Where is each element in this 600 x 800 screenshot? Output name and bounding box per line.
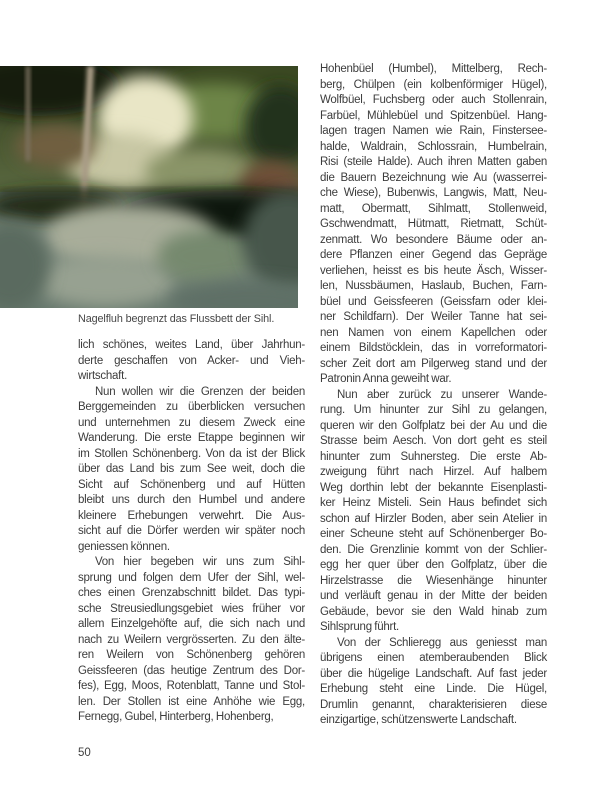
text-line: Drumlin genannt, charakterisieren diese xyxy=(320,698,547,711)
text-line: queren wir den Golfplatz bei der Au und die xyxy=(320,419,547,432)
text-line: hinunter zum Suhnersteg. Die erste Ab- xyxy=(320,450,547,463)
text-line: berg, Chülpen (ein kolbenförmiger Hügel), xyxy=(320,78,547,91)
text-line: Hohenbüel (Humbel), Mittelberg, Rech- xyxy=(320,63,547,75)
text-line: den. Die Grenzlinie kommt von der Schlier- xyxy=(320,543,547,556)
text-line: Sicht auf Schönenberg und auf Hütten xyxy=(78,478,305,491)
text-line: Nun wollen wir die Grenzen der beiden xyxy=(95,385,305,398)
text-line: Wanderung. Die erste Etappe beginnen wir xyxy=(78,432,305,444)
text-line: len. Der Stollen ist eine Anhöhe wie Egg, xyxy=(78,695,305,708)
page-number: 50 xyxy=(78,747,91,759)
text-line: büel und Geissfeeren (Geissfarn oder klei- xyxy=(320,295,547,308)
text-line: Sihlsprung führt. xyxy=(320,621,399,633)
text-line: Weg dorthin lebt der bekannte Eisenplasti- xyxy=(320,481,547,494)
text-line: über die hügelige Landschaft. Auf fast jeder xyxy=(320,667,547,680)
text-line: zenmatt. Wo besondere Bäume oder an- xyxy=(320,233,547,246)
text-line: zweigung führt nach Hirzel. Auf halbem xyxy=(320,466,547,478)
text-line: Fernegg, Gubel, Hinterberg, Hohenberg, xyxy=(78,711,274,723)
text-line: Risi (steile Halde). Auch ihren Matten gaben xyxy=(320,156,547,168)
text-line: nen Namen von einem Kapellchen oder xyxy=(320,326,547,339)
text-line: Wolfbüel, Fuchsberg oder auch Stollenrain, xyxy=(320,94,547,106)
text-line: und verläuft genau in der Mitte der beiden xyxy=(320,590,547,602)
text-line: lagen tragen Namen wie Rain, Finstersee- xyxy=(320,125,547,137)
text-line: im Stollen Schönenberg. Von da ist der Blick xyxy=(78,447,305,460)
text-line: halde, Waldrain, Schlossrain, Humbelrain, xyxy=(320,140,547,153)
text-line: nach zu Weilern vergrösserten. Zu den älte- xyxy=(78,633,305,646)
text-line: einem Bildstöcklein, das in vorreformatori- xyxy=(320,342,547,354)
text-line: dere Pflanzen einer Gegend das Gepräge xyxy=(320,249,547,261)
text-line: Erhebung steht eine Linde. Die Hügel, xyxy=(320,683,547,695)
text-line: derte geschaffen von Acker- und Vieh- xyxy=(78,354,305,367)
text-line: ner Schildfarn). Der Weiler Tanne hat sei- xyxy=(320,311,547,323)
text-line: über das Land bis zum See weit, doch die xyxy=(78,463,305,475)
text-line: übrigens einen atemberaubenden Blick xyxy=(320,652,547,664)
text-line: Strasse beim Aesch. Von dort geht es steil xyxy=(320,435,547,447)
text-line: egg her quer über den Golfplatz, über die xyxy=(320,559,547,571)
text-line: matt, Obermatt, Sihlmatt, Stollenweid, xyxy=(320,202,547,215)
text-line: ren Weilern von Schönenberg gehören xyxy=(78,649,305,661)
text-line: kleinere Erhebungen verwehrt. Die Aus- xyxy=(78,509,305,522)
text-line: bleibt uns durch den Humbel und andere xyxy=(78,494,305,506)
text-line: scher Zeit dort am Pilgerweg stand und der xyxy=(320,357,547,370)
text-line: wirtschaft. xyxy=(78,370,128,382)
text-line: schon auf Hirzler Boden, aber sein Atelier in xyxy=(320,512,547,525)
text-line: Gebäude, bevor sie den Wald hinab zum xyxy=(320,605,547,618)
text-line: len, Nussbäumen, Haslaub, Buchen, Farn- xyxy=(320,280,547,292)
text-line: Gschwendmatt, Hütmatt, Rietmatt, Schüt- xyxy=(320,218,547,230)
text-column-left xyxy=(78,338,305,726)
text-line: einer Scheune steht auf Schönenberger Bo- xyxy=(320,528,547,540)
text-line: geniessen können. xyxy=(78,540,170,553)
text-line: lich schönes, weites Land, über Jahrhun- xyxy=(78,339,305,351)
text-line: die Bauern Bezeichnung wie Au (wasserrei- xyxy=(320,171,547,184)
text-line: Berggemeinden zu überblicken versuchen xyxy=(78,401,305,413)
river-photo-image xyxy=(0,66,298,308)
photo-caption: Nagelfluh begrenzt das Flussbett der Sihl. xyxy=(78,313,275,325)
text-line: verliehen, heisst es bis heute Äsch, Wisser- xyxy=(320,264,547,277)
text-line: ker Heinz Misteli. Sein Haus befindet sich xyxy=(320,497,547,509)
text-line: fes), Egg, Moos, Rotenblatt, Tanne und Stol- xyxy=(78,680,305,692)
text-line: Von der Schlieregg aus geniesst man xyxy=(337,636,547,649)
text-line: und unternehmen zu diesem Zweck eine xyxy=(78,416,305,429)
text-line: Hirzelstrasse die Wiesenhänge hinunter xyxy=(320,574,547,587)
text-line: sprung und folgen dem Ufer der Sihl, wel- xyxy=(78,571,305,584)
text-line: Geissfeeren (das heutige Zentrum des Dor- xyxy=(78,664,305,677)
text-line: Von hier begeben wir uns zum Sihl- xyxy=(95,556,305,568)
text-column-right xyxy=(320,62,547,729)
text-line: Patronin Anna geweiht war. xyxy=(320,373,452,385)
text-line: Nun aber zurück zu unserer Wande- xyxy=(337,388,547,401)
text-line: sche Streusiedlungsgebiet wies früher vor xyxy=(78,602,305,615)
text-line: ches einen Grenzabschnitt bildet. Das typi- xyxy=(78,587,305,599)
text-line: allem Einzelgehöfte auf, die sich nach und xyxy=(78,618,305,630)
text-line: rung. Um hinunter zur Sihl zu gelangen, xyxy=(320,404,547,416)
text-line: che Wiese), Bubenwis, Langwis, Matt, Neu- xyxy=(320,187,547,199)
river-photo xyxy=(0,66,298,308)
text-line: einzigartige, schützenswerte Landschaft. xyxy=(320,714,517,726)
text-line: sicht auf die Dörfer werden wir später noch xyxy=(78,525,305,537)
text-line: Farbüel, Mühlebüel und Spitzenbüel. Hang- xyxy=(320,109,547,122)
